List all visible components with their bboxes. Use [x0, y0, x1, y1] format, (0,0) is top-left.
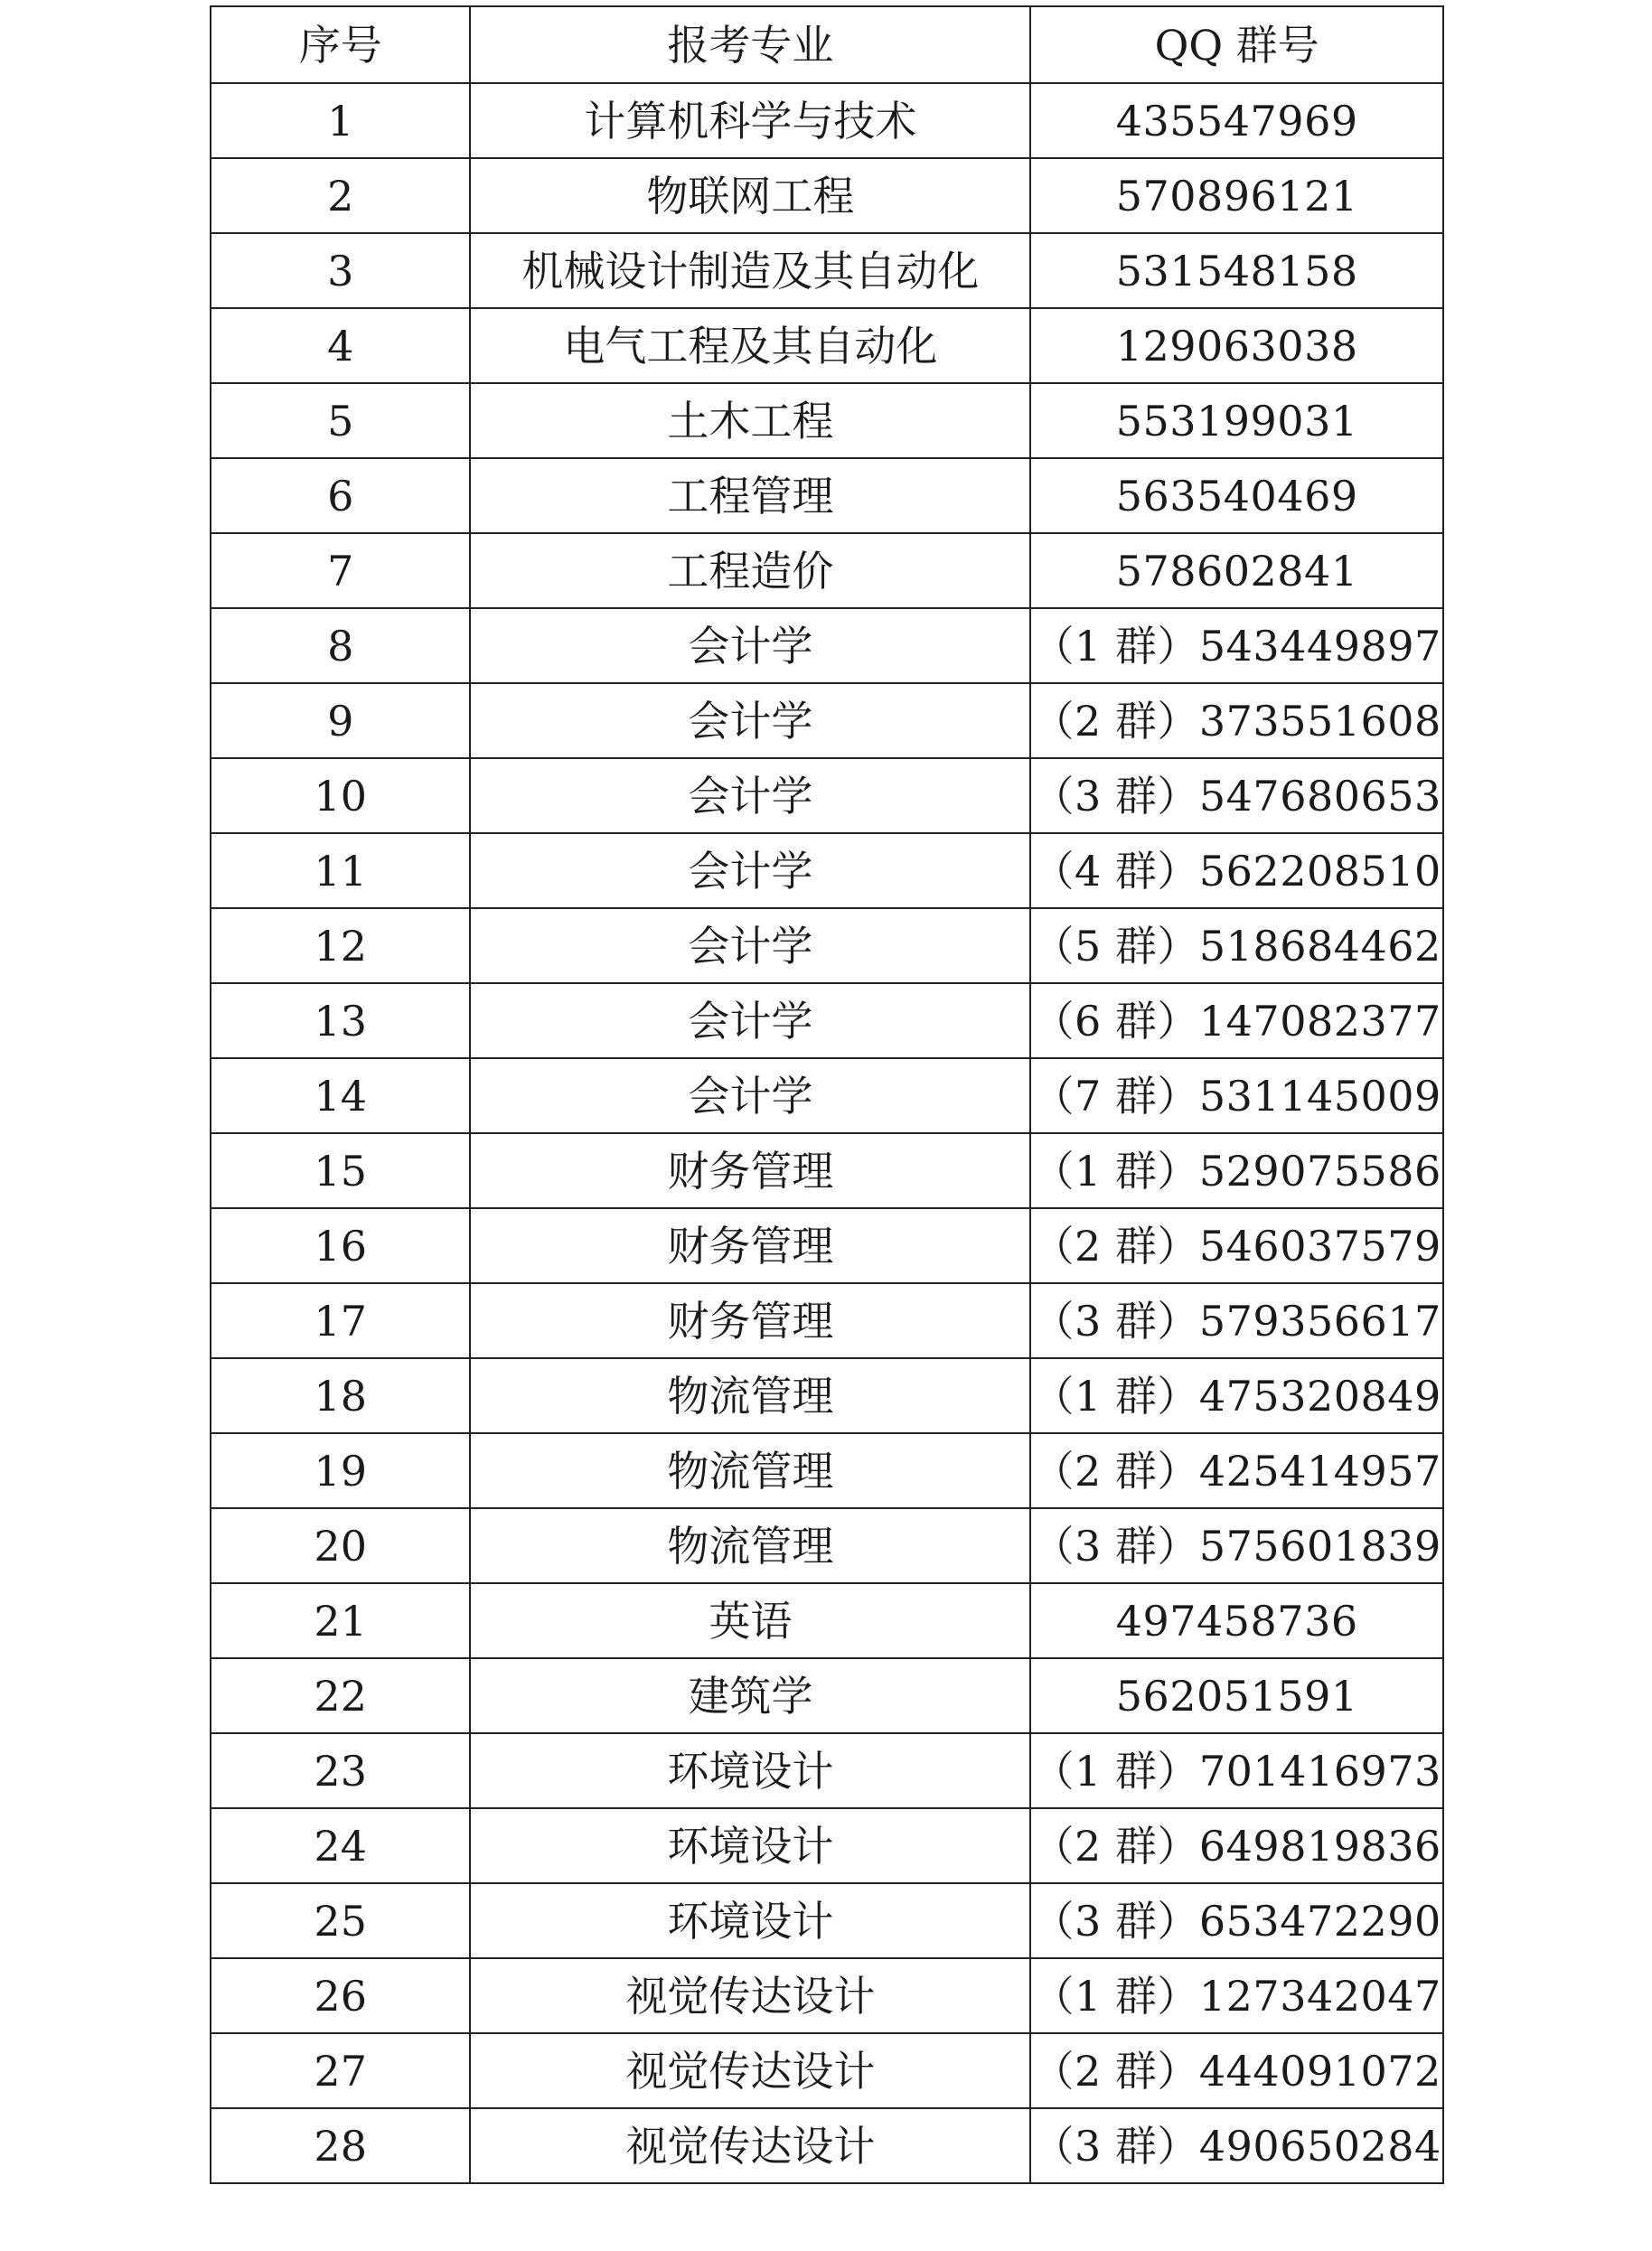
table-row — [211, 458, 1443, 533]
table-row — [211, 1658, 1443, 1733]
row-number-cell: 23 — [211, 1733, 470, 1808]
row-number-cell: 8 — [211, 608, 470, 683]
table-row — [211, 683, 1443, 758]
row-number-cell: 6 — [211, 458, 470, 533]
row-number-cell: 11 — [211, 833, 470, 908]
table-row — [211, 1433, 1443, 1508]
major-cell: 计算机科学与技术 — [470, 83, 1030, 158]
qq-group-cell: （3 群）547680653 — [1030, 758, 1443, 833]
qq-group-cell: （3 群）653472290 — [1030, 1883, 1443, 1958]
table-row — [211, 1358, 1443, 1433]
row-number-cell: 7 — [211, 533, 470, 608]
table-row — [211, 908, 1443, 983]
major-cell: 视觉传达设计 — [470, 2033, 1030, 2108]
row-number-cell: 22 — [211, 1658, 470, 1733]
major-cell: 会计学 — [470, 983, 1030, 1058]
major-cell: 财务管理 — [470, 1283, 1030, 1358]
qq-group-cell: 531548158 — [1030, 233, 1443, 308]
qq-group-cell: （2 群）425414957 — [1030, 1433, 1443, 1508]
major-cell: 工程造价 — [470, 533, 1030, 608]
qq-group-cell: （1 群）543449897 — [1030, 608, 1443, 683]
table-row — [211, 1133, 1443, 1208]
major-cell: 财务管理 — [470, 1133, 1030, 1208]
row-number-cell: 3 — [211, 233, 470, 308]
row-number-cell: 4 — [211, 308, 470, 383]
row-number-cell: 21 — [211, 1583, 470, 1658]
major-cell: 工程管理 — [470, 458, 1030, 533]
table-row — [211, 533, 1443, 608]
major-cell: 会计学 — [470, 1058, 1030, 1133]
table-row — [211, 158, 1443, 233]
major-cell: 物流管理 — [470, 1433, 1030, 1508]
major-cell: 电气工程及其自动化 — [470, 308, 1030, 383]
table-body — [211, 6, 1443, 2183]
major-cell: 物联网工程 — [470, 158, 1030, 233]
major-cell: 物流管理 — [470, 1358, 1030, 1433]
row-number-cell: 18 — [211, 1358, 470, 1433]
table-row — [211, 83, 1443, 158]
qq-group-cell: （1 群）529075586 — [1030, 1133, 1443, 1208]
row-number-cell: 14 — [211, 1058, 470, 1133]
qq-group-cell: （7 群）531145009 — [1030, 1058, 1443, 1133]
major-cell: 会计学 — [470, 683, 1030, 758]
qq-group-cell: （3 群）490650284 — [1030, 2108, 1443, 2183]
row-number-cell: 2 — [211, 158, 470, 233]
major-cell: 英语 — [470, 1583, 1030, 1658]
major-cell: 物流管理 — [470, 1508, 1030, 1583]
qq-group-cell: 563540469 — [1030, 458, 1443, 533]
row-number-cell: 25 — [211, 1883, 470, 1958]
qq-group-cell: （5 群）518684462 — [1030, 908, 1443, 983]
table-row — [211, 1208, 1443, 1283]
qq-group-cell: 435547969 — [1030, 83, 1443, 158]
major-cell: 环境设计 — [470, 1808, 1030, 1883]
table-row — [211, 1808, 1443, 1883]
row-number-cell: 5 — [211, 383, 470, 458]
header-major: 报考专业 — [470, 6, 1030, 83]
table-row — [211, 983, 1443, 1058]
row-number-cell: 15 — [211, 1133, 470, 1208]
qq-group-cell: （2 群）373551608 — [1030, 683, 1443, 758]
table-row — [211, 1583, 1443, 1658]
major-cell: 视觉传达设计 — [470, 2108, 1030, 2183]
qq-group-cell: （3 群）579356617 — [1030, 1283, 1443, 1358]
major-cell: 土木工程 — [470, 383, 1030, 458]
row-number-cell: 10 — [211, 758, 470, 833]
qq-group-cell: 553199031 — [1030, 383, 1443, 458]
row-number-cell: 12 — [211, 908, 470, 983]
major-cell: 会计学 — [470, 908, 1030, 983]
major-cell: 建筑学 — [470, 1658, 1030, 1733]
table-row — [211, 833, 1443, 908]
qq-group-cell: 562051591 — [1030, 1658, 1443, 1733]
row-number-cell: 9 — [211, 683, 470, 758]
qq-group-cell: 129063038 — [1030, 308, 1443, 383]
header-qq-group: QQ 群号 — [1030, 6, 1443, 83]
table-row — [211, 1508, 1443, 1583]
row-number-cell: 19 — [211, 1433, 470, 1508]
table-header-row — [211, 6, 1443, 83]
table-row — [211, 1958, 1443, 2033]
header-number: 序号 — [211, 6, 470, 83]
row-number-cell: 28 — [211, 2108, 470, 2183]
qq-group-cell: （3 群）575601839 — [1030, 1508, 1443, 1583]
table-row — [211, 608, 1443, 683]
row-number-cell: 16 — [211, 1208, 470, 1283]
qq-group-cell: （2 群）649819836 — [1030, 1808, 1443, 1883]
table-row — [211, 308, 1443, 383]
qq-group-cell: （6 群）147082377 — [1030, 983, 1443, 1058]
major-cell: 会计学 — [470, 758, 1030, 833]
table-row — [211, 1733, 1443, 1808]
table-row — [211, 1058, 1443, 1133]
row-number-cell: 27 — [211, 2033, 470, 2108]
major-cell: 环境设计 — [470, 1733, 1030, 1808]
qq-group-cell: 578602841 — [1030, 533, 1443, 608]
major-cell: 财务管理 — [470, 1208, 1030, 1283]
row-number-cell: 26 — [211, 1958, 470, 2033]
qq-group-cell: （2 群）546037579 — [1030, 1208, 1443, 1283]
major-cell: 机械设计制造及其自动化 — [470, 233, 1030, 308]
row-number-cell: 1 — [211, 83, 470, 158]
qq-group-cell: （1 群）127342047 — [1030, 1958, 1443, 2033]
qq-group-cell: （1 群）701416973 — [1030, 1733, 1443, 1808]
row-number-cell: 17 — [211, 1283, 470, 1358]
major-cell: 会计学 — [470, 608, 1030, 683]
table-row — [211, 758, 1443, 833]
qq-group-cell: （4 群）562208510 — [1030, 833, 1443, 908]
table-row — [211, 1283, 1443, 1358]
table-row — [211, 233, 1443, 308]
qq-group-cell: 497458736 — [1030, 1583, 1443, 1658]
qq-group-table — [210, 5, 1444, 2184]
table-row — [211, 2033, 1443, 2108]
major-cell: 环境设计 — [470, 1883, 1030, 1958]
major-cell: 会计学 — [470, 833, 1030, 908]
row-number-cell: 20 — [211, 1508, 470, 1583]
table-row — [211, 2108, 1443, 2183]
qq-group-cell: （1 群）475320849 — [1030, 1358, 1443, 1433]
major-cell: 视觉传达设计 — [470, 1958, 1030, 2033]
row-number-cell: 13 — [211, 983, 470, 1058]
row-number-cell: 24 — [211, 1808, 470, 1883]
qq-group-cell: 570896121 — [1030, 158, 1443, 233]
table-row — [211, 1883, 1443, 1958]
qq-group-cell: （2 群）444091072 — [1030, 2033, 1443, 2108]
table-row — [211, 383, 1443, 458]
